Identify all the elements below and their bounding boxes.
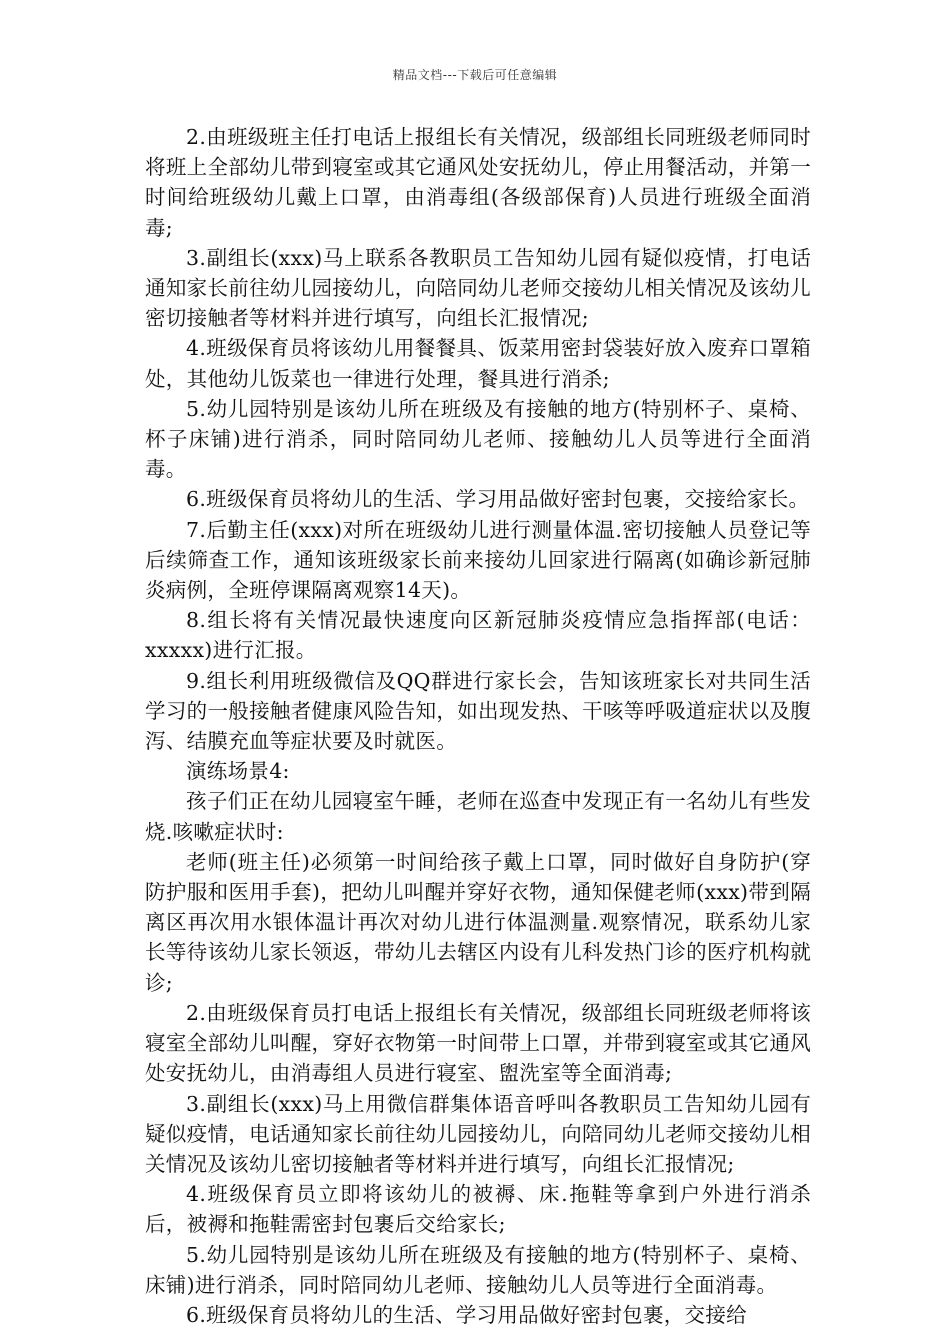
paragraph: 6.班级保育员将幼儿的生活、学习用品做好密封包裹，交接给家长。 [186,487,810,512]
document-body [145,122,811,1330]
paragraph: 2.由班级保育员打电话上报组长有关情况，级部组长同班级老师将该寝室全部幼儿叫醒，穿好衣物第一时间带上口罩，并带到寝室或其它通风处安抚幼儿，由消毒组人员进行寝室、盥洗室等全面消毒; [145,1000,811,1086]
paragraph: 3.副组长(xxx)马上联系各教职员工告知幼儿园有疑似疫情，打电话通知家长前往幼儿园接幼儿，向陪同幼儿老师交接幼儿相关情况及该幼儿密切接触者等材料并进行填写，向组长汇报情况; [145,245,811,331]
paragraph: 老师(班主任)必须第一时间给孩子戴上口罩，同时做好自身防护(穿防护服和医用手套)，把幼儿叫醒并穿好衣物，通知保健老师(xxx)带到隔离区再次用水银体温计再次对幼儿进行体温测量.观察情况，联系幼儿家长等待该幼儿家长领返，带幼儿去辖区内设有儿科发热门诊的医疗机构就诊; [145,849,811,995]
section-heading: 演练场景4: [186,759,290,784]
paragraph: 4.班级保育员将该幼儿用餐餐具、饭菜用密封袋装好放入废弃口罩箱处，其他幼儿饭菜也一律进行处理，餐具进行消杀; [145,336,811,391]
paragraph: 8.组长将有关情况最快速度向区新冠肺炎疫情应急指挥部(电话：xxxxx)进行汇报。 [145,608,811,663]
paragraph: 5.幼儿园特别是该幼儿所在班级及有接触的地方(特别杯子、桌椅、床铺)进行消杀，同时陪同幼儿老师、接触幼儿人员等进行全面消毒。 [145,1242,811,1297]
paragraph: 6.班级保育员将幼儿的生活、学习用品做好密封包裹，交接给 [186,1302,747,1327]
paragraph: 4.班级保育员立即将该幼儿的被褥、床.拖鞋等拿到户外进行消杀后，被褥和拖鞋需密封包裹后交给家长; [145,1182,811,1237]
paragraph: 3.副组长(xxx)马上用微信群集体语音呼叫各教职员工告知幼儿园有疑似疫情，电话通知家长前往幼儿园接幼儿，向陪同幼儿老师交接幼儿相关情况及该幼儿密切接触者等材料并进行填写，向组长汇报情况; [145,1091,811,1176]
page-header: 精品文档---下载后可任意编辑 [392,68,558,82]
paragraph: 孩子们正在幼儿园寝室午睡，老师在巡查中发现正有一名幼儿有些发烧.咳嗽症状时: [145,789,811,844]
paragraph: 9.组长利用班级微信及QQ群进行家长会，告知该班家长对共同生活学习的一般接触者健康风险告知，如出现发热、干咳等呼吸道症状以及腹泻、结膜充血等症状要及时就医。 [145,668,811,754]
paragraph: 7.后勤主任(xxx)对所在班级幼儿进行测量体温.密切接触人员登记等后续筛查工作，通知该班级家长前来接幼儿回家进行隔离(如确诊新冠肺炎病例，全班停课隔离观察14天)。 [145,517,811,603]
paragraph: 5.幼儿园特别是该幼儿所在班级及有接触的地方(特别杯子、桌椅、杯子床铺)进行消杀，同时陪同幼儿老师、接触幼儿人员等进行全面消毒。 [145,396,811,482]
paragraph: 2.由班级班主任打电话上报组长有关情况，级部组长同班级老师同时将班上全部幼儿带到寝室或其它通风处安抚幼儿，停止用餐活动，并第一时间给班级幼儿戴上口罩，由消毒组(各级部保育)人员进行班级全面消毒; [145,125,811,240]
